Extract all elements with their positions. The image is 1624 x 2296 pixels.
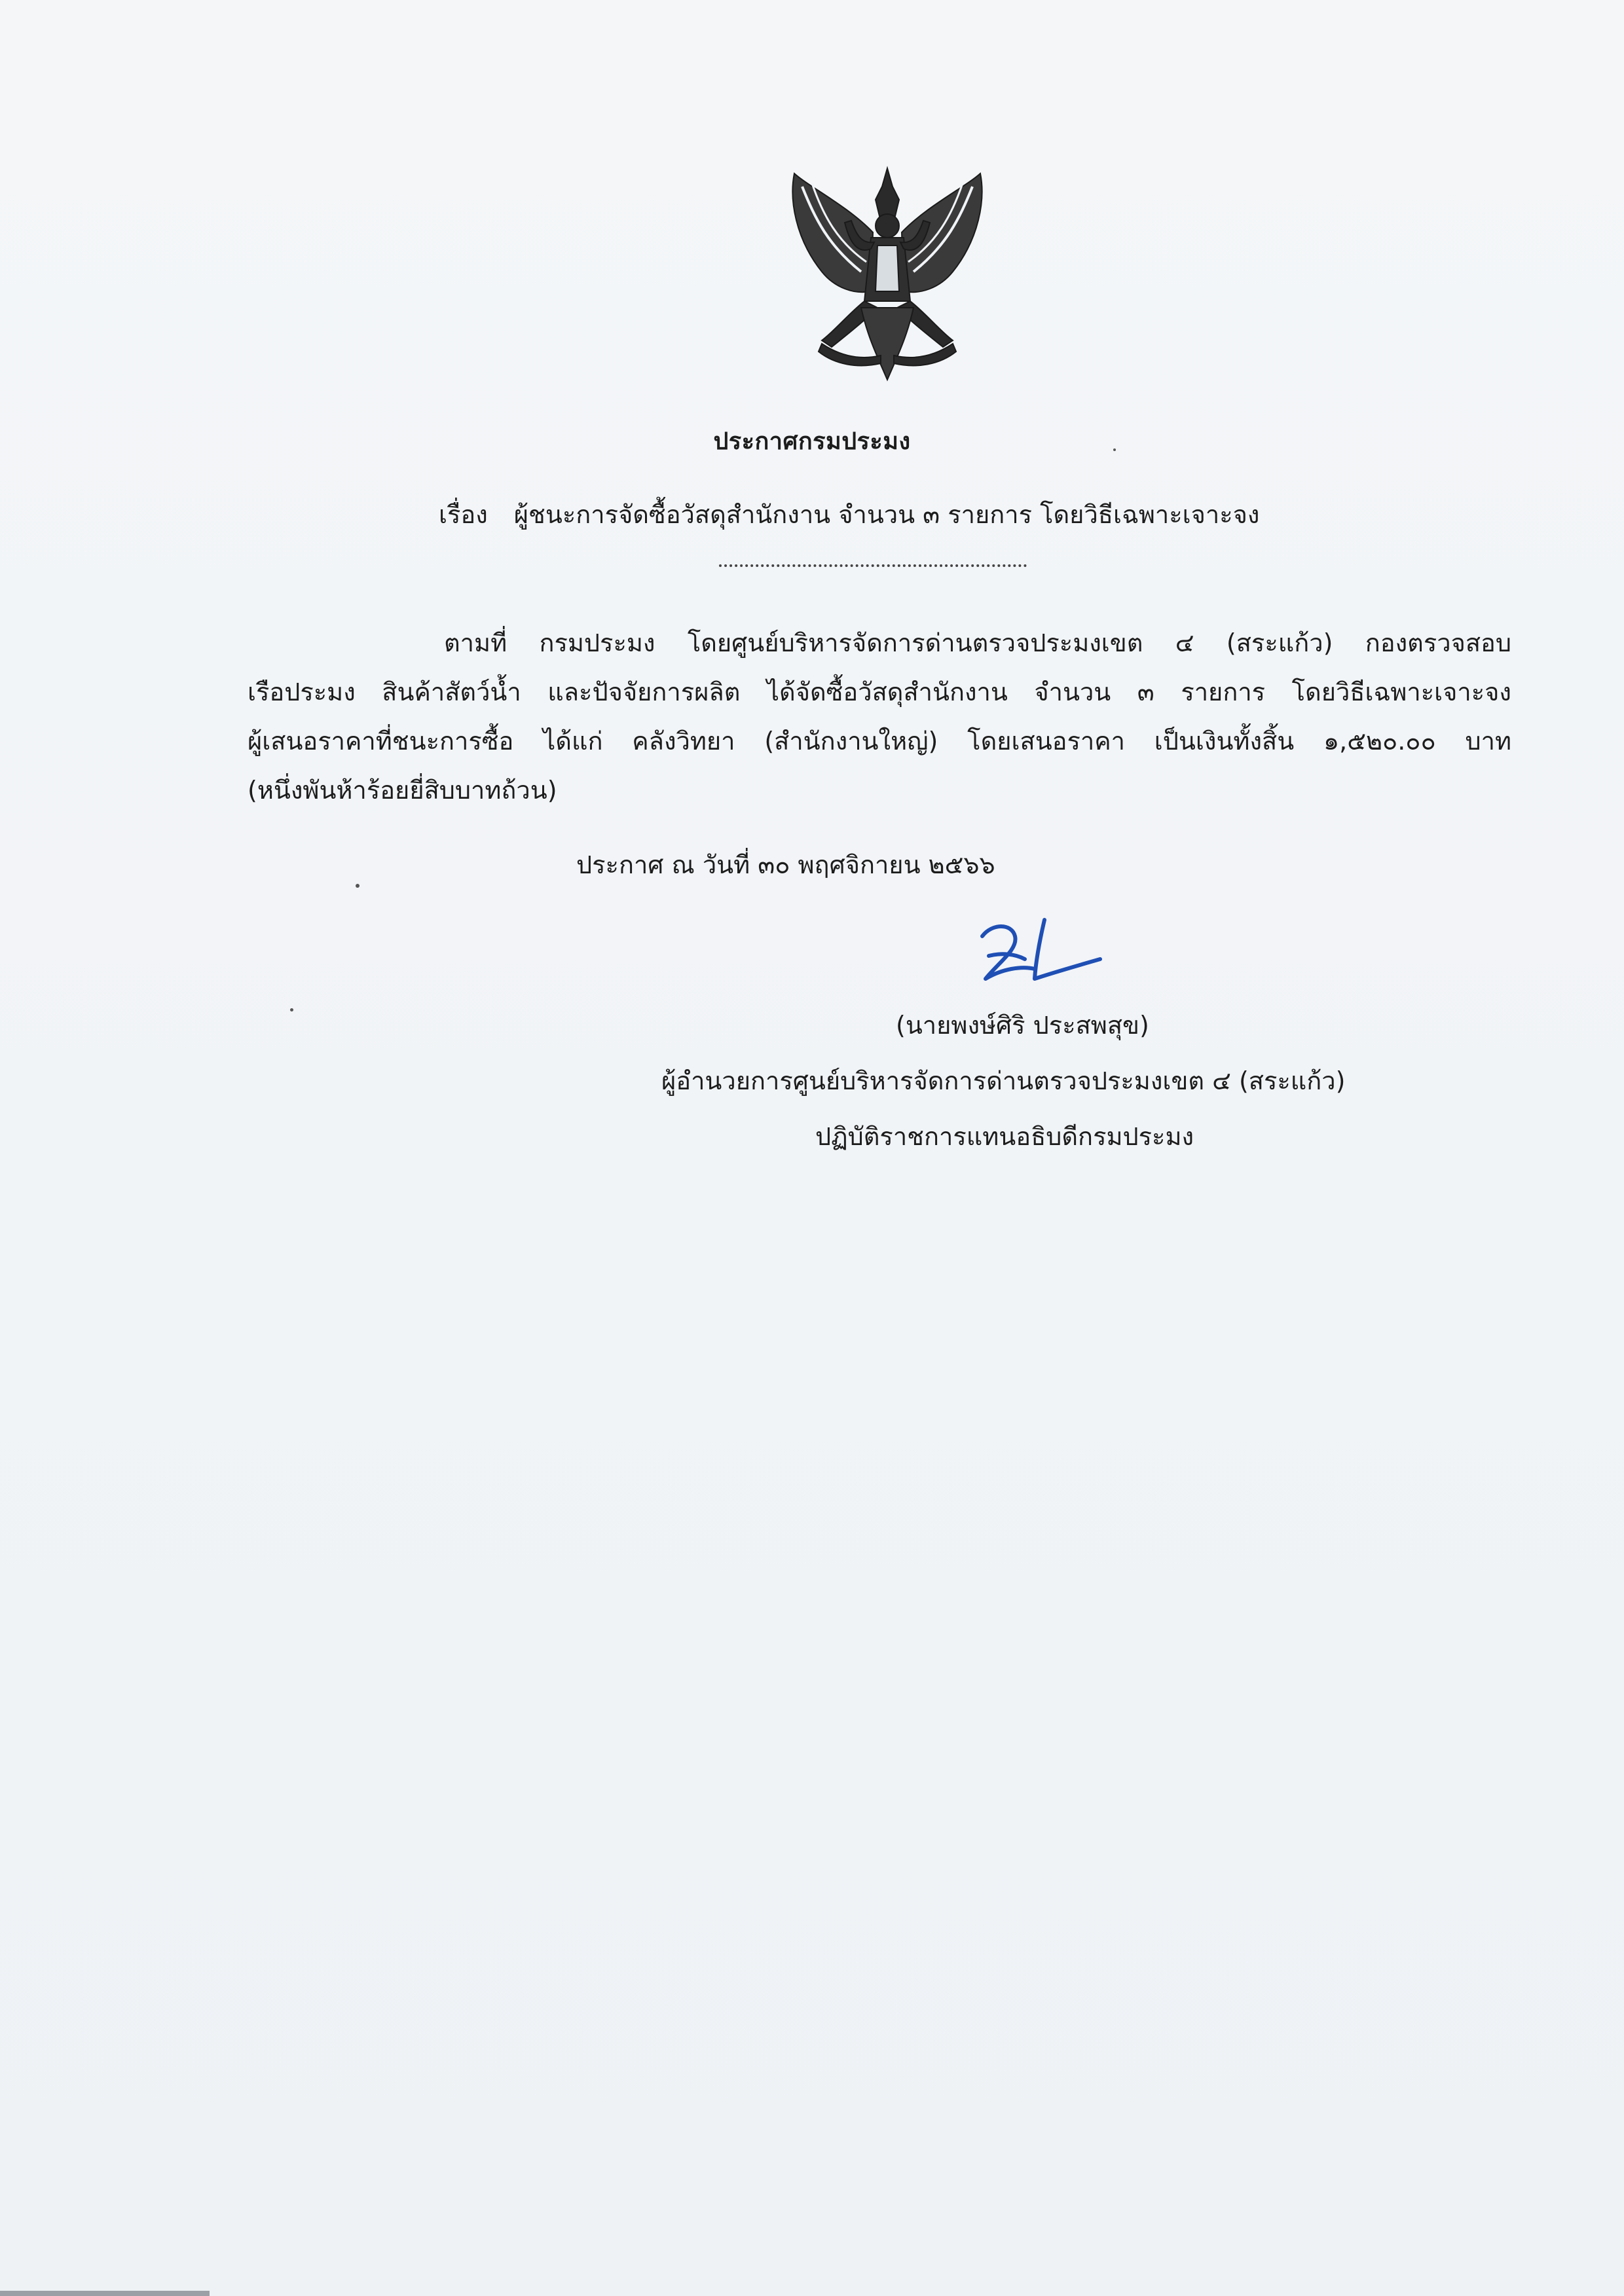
body-line: เรือประมง สินค้าสัตว์น้ำ และปัจจัยการผลิต ได้จัดซื้อวัสดุสำนักงาน จำนวน ๓ รายการ โดยวิธีเฉพาะเจาะจง xyxy=(248,678,1511,706)
body-line: ตามที่ กรมประมง โดยศูนย์บริหารจัดการด่านตรวจประมงเขต ๔ (สระแก้ว) กองตรวจสอบ xyxy=(444,629,1511,657)
body-line: (หนึ่งพันห้าร้อยยี่สิบบาทถ้วน) xyxy=(248,776,557,805)
garuda-emblem-icon xyxy=(783,160,992,386)
scan-speck xyxy=(290,1008,293,1011)
scan-speck xyxy=(1113,448,1116,451)
subject-text: ผู้ชนะการจัดซื้อวัสดุสำนักงาน จำนวน ๓ รายการ โดยวิธีเฉพาะเจาะจง xyxy=(513,500,1260,529)
dotted-divider xyxy=(719,564,1027,567)
handwritten-signature-icon xyxy=(963,907,1113,992)
subject-label: เรื่อง xyxy=(439,500,488,529)
signer-name: (นายพงษ์ศิริ ประสพสุข) xyxy=(896,1011,1149,1040)
subject-line xyxy=(439,494,1259,534)
document-title: ประกาศกรมประมง xyxy=(713,428,911,455)
body-paragraph xyxy=(248,619,1511,815)
signer-acting-on-behalf: ปฏิบัติราชการแทนอธิบดีกรมประมง xyxy=(815,1122,1194,1151)
body-line: ผู้เสนอราคาที่ชนะการซื้อ ได้แก่ คลังวิทยา (สำนักงานใหญ่) โดยเสนอราคา เป็นเงินทั้งสิ้น ๑,๕๒๐.๐๐ บาท xyxy=(248,727,1511,756)
signer-position: ผู้อำนวยการศูนย์บริหารจัดการด่านตรวจประมงเขต ๔ (สระแก้ว) xyxy=(661,1066,1346,1095)
scan-speck xyxy=(356,884,360,888)
announce-date: ประกาศ ณ วันที่ ๓๐ พฤศจิกายน ๒๕๖๖ xyxy=(576,850,995,879)
scan-edge xyxy=(0,2291,210,2296)
